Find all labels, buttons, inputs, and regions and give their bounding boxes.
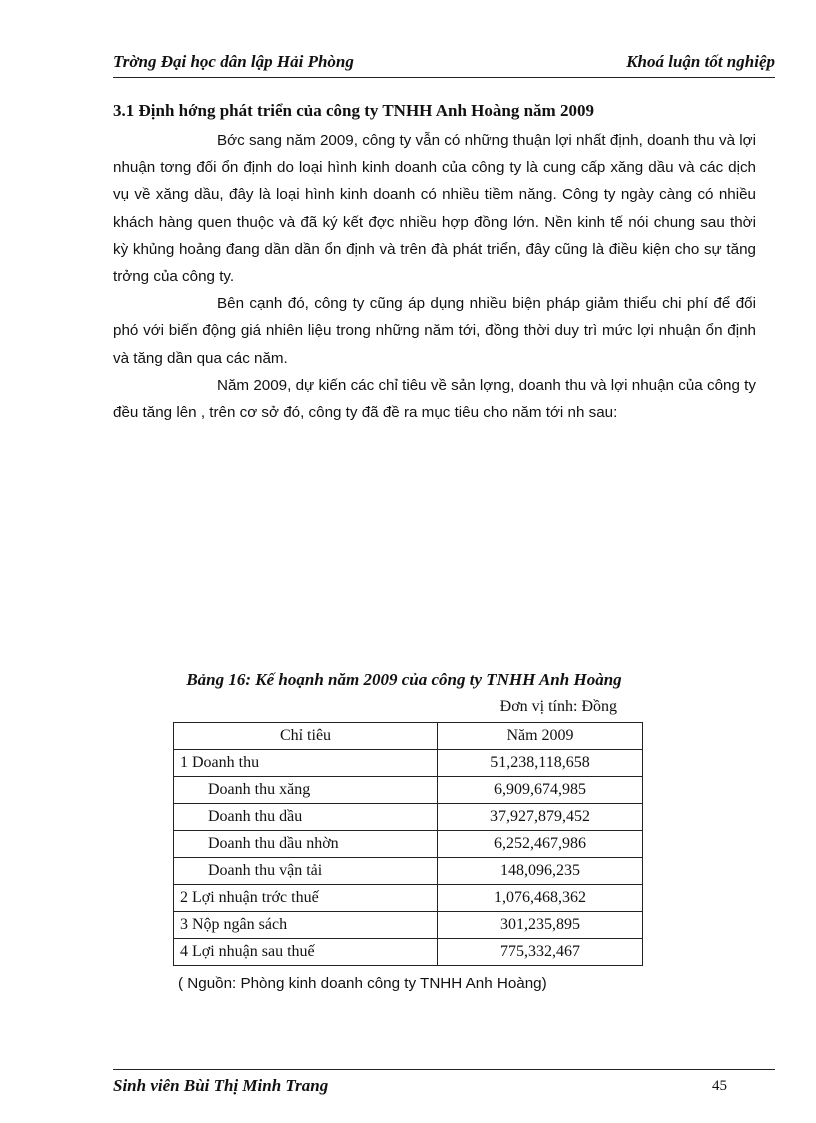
row-label: Doanh thu dầu — [174, 804, 438, 831]
table-row — [174, 885, 643, 912]
row-value: 6,252,467,986 — [438, 831, 643, 858]
row-value: 37,927,879,452 — [438, 804, 643, 831]
header-indicator: Chỉ tiêu — [174, 723, 438, 750]
row-value: 775,332,467 — [438, 939, 643, 966]
row-label: 2 Lợi nhuận trớc thuế — [174, 885, 438, 912]
row-value: 301,235,895 — [438, 912, 643, 939]
row-value: 148,096,235 — [438, 858, 643, 885]
row-label: Doanh thu dầu nhờn — [174, 831, 438, 858]
paragraph-2: Bên cạnh đó, công ty cũng áp dụng nhiều biện pháp giảm thiểu chi phí để đối phó với biến động giá nhiên liệu trong những năm tới, đồng thời duy trì mức lợi nhuận ổn định và tăng dần qua các năm. — [113, 295, 756, 367]
table-source: ( Nguồn: Phòng kinh doanh công ty TNHH Anh Hoàng) — [178, 975, 547, 992]
paragraph-1: Bớc sang năm 2009, công ty vẫn có những thuận lợi nhất định, doanh thu và lợi nhuận tơng đối ổn định do loại hình kinh doanh của công ty là cung cấp xăng dầu và các dịch vụ về xăng dầu, đây là loại hình kinh doanh có nhiều tiềm năng. Công ty ngày càng có nhiều khách hàng quen thuộc và đã ký kết đợc nhiều hợp đồng lớn. Nền kinh tế nói chung sau thời kỳ khủng hoảng đang dần dần ổn định và trên đà phát triển, đây cũng là điều kiện cho sự tăng trởng của công ty. — [113, 132, 756, 286]
section-title: 3.1 Định hớng phát triển của công ty TNHH Anh Hoàng năm 2009 — [113, 101, 594, 120]
header-university: Trờng Đại học dân lập Hải Phòng — [113, 52, 354, 71]
row-value: 51,238,118,658 — [438, 750, 643, 777]
plan-table — [173, 722, 643, 966]
page-number: 45 — [712, 1078, 727, 1094]
row-label: Doanh thu xăng — [174, 777, 438, 804]
footer-divider — [113, 1069, 775, 1070]
footer-student: Sinh viên Bùi Thị Minh Trang — [113, 1076, 329, 1095]
table-row — [174, 777, 643, 804]
row-label: Doanh thu vận tải — [174, 858, 438, 885]
table-row — [174, 939, 643, 966]
page-header — [113, 49, 775, 78]
table-row — [174, 831, 643, 858]
row-label: 3 Nộp ngân sách — [174, 912, 438, 939]
row-label: 1 Doanh thu — [174, 750, 438, 777]
table-row — [174, 750, 643, 777]
table-header-row — [174, 723, 643, 750]
header-year: Năm 2009 — [438, 723, 643, 750]
table-title: Bảng 16: Kế hoạnh năm 2009 của công ty TNHH Anh Hoàng — [186, 670, 622, 689]
body-text — [113, 127, 756, 426]
paragraph-3: Năm 2009, dự kiến các chỉ tiêu về sản lợng, doanh thu và lợi nhuận của công ty đều tăng lên , trên cơ sở đó, công ty đã đề ra mục tiêu cho năm tới nh sau: — [113, 376, 756, 422]
table-row — [174, 912, 643, 939]
row-value: 6,909,674,985 — [438, 777, 643, 804]
table-unit: Đơn vị tính: Đồng — [499, 698, 617, 715]
row-label: 4 Lợi nhuận sau thuế — [174, 939, 438, 966]
table-row — [174, 858, 643, 885]
table-row — [174, 804, 643, 831]
header-thesis-type: Khoá luận tốt nghiệp — [626, 52, 775, 71]
row-value: 1,076,468,362 — [438, 885, 643, 912]
